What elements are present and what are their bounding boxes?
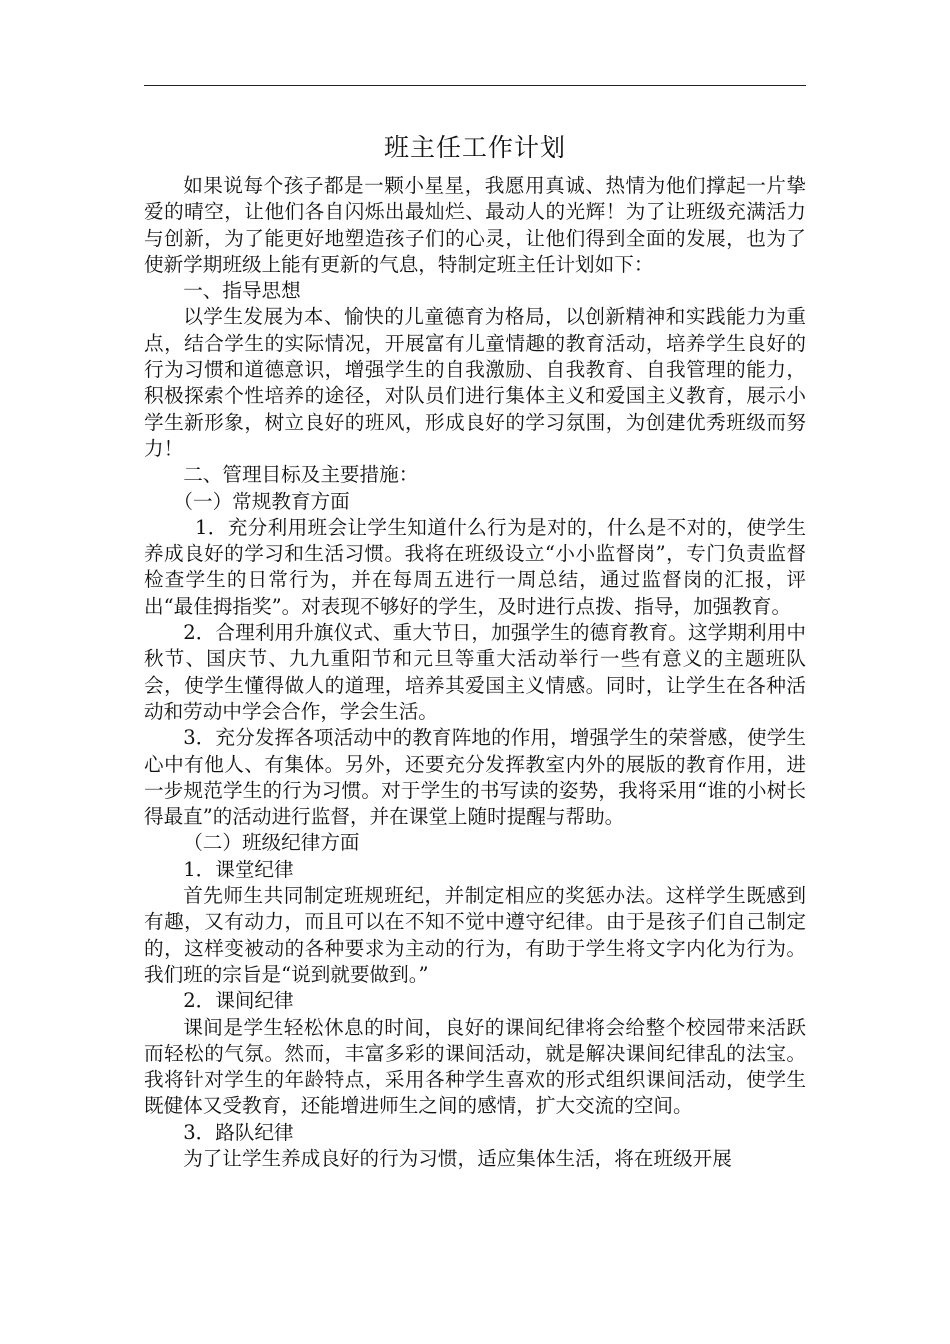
routine-item-3-paragraph: 3．充分发挥各项活动中的教育阵地的作用，增强学生的荣誉感，使学生心中有他人、有集体。另外，还要充分发挥教室内外的展版的教育作用，进一步规范学生的行为习惯。对于学生的书写读的姿势，我将采用“谁的小树长得最直”的活动进行监督，并在课堂上随时提醒与帮助。 — [144, 726, 806, 829]
queue-discipline-paragraph: 为了让学生养成良好的行为习惯，适应集体生活，将在班级开展 — [183, 1146, 732, 1170]
routine-item-2-paragraph: 2．合理利用升旗仪式、重大节日，加强学生的德育教育。这学期利用中秋节、国庆节、九九重阳节和元旦等重大活动举行一些有意义的主题班队会，使学生懂得做人的道理，培养其爱国主义情感。同时，让学生在各种活动和劳动中学会合作，学会生活。 — [144, 621, 806, 723]
item-heading-queue-discipline: 3．路队纪律 — [183, 1120, 294, 1144]
subsection-heading-class-discipline: （二）班级纪律方面 — [183, 831, 360, 855]
intro-paragraph: 如果说每个孩子都是一颗小星星，我愿用真诚、热情为他们撑起一片挚爱的晴空，让他们各自闪烁出最灿烂、最动人的光辉！为了让班级充满活力与创新，为了能更好地塑造孩子们的心灵，让他们得到全面的发展，也为了使新学期班级上能有更新的气息，特制定班主任计划如下： — [144, 174, 806, 276]
section-heading-guiding-thought: 一、指导思想 — [183, 279, 301, 303]
break-discipline-paragraph: 课间是学生轻松休息的时间，良好的课间纪律将会给整个校园带来活跃而轻松的气氛。然而，丰富多彩的课间活动，就是解决课间纪律乱的法宝。我将针对学生的年龄特点，采用各种学生喜欢的形式组织课间活动，使学生既健体又受教育，还能增进师生之间的感情，扩大交流的空间。 — [144, 1015, 806, 1118]
document-body — [144, 173, 806, 1172]
classroom-discipline-paragraph: 首先师生共同制定班规班纪，并制定相应的奖惩办法。这样学生既感到有趣，又有动力，而且可以在不知不觉中遵守纪律。由于是孩子们自己制定的，这样变被动的各种要求为主动的行为，有助于学生将文字内化为行为。我们班的宗旨是“说到就要做到。” — [144, 884, 806, 986]
subsection-heading-routine-education: （一）常规教育方面 — [173, 489, 350, 513]
guiding-thought-paragraph: 以学生发展为本、愉快的儿童德育为格局，以创新精神和实践能力为重点，结合学生的实际情况，开展富有儿童情趣的教育活动，培养学生良好的行为习惯和道德意识，增强学生的自我激励、自我教育、自我管理的能力，积极探索个性培养的途径，对队员们进行集体主义和爱国主义教育，展示小学生新形象，树立良好的班风，形成良好的学习氛围，为创建优秀班级而努力！ — [144, 305, 806, 460]
section-heading-management-goals: 二、管理目标及主要措施： — [183, 463, 419, 487]
routine-item-1-paragraph: 1．充分利用班会让学生知道什么行为是对的，什么是不对的，使学生养成良好的学习和生活习惯。我将在班级设立“小小监督岗”，专门负责监督检查学生的日常行为，并在每周五进行一周总结，通过监督岗的汇报，评出“最佳拇指奖”。对表现不够好的学生，及时进行点拨、指导，加强教育。 — [144, 515, 806, 618]
header-rule — [144, 85, 806, 86]
item-heading-classroom-discipline: 1．课堂纪律 — [183, 857, 294, 881]
document-title: 班主任工作计划 — [383, 133, 566, 162]
item-heading-break-discipline: 2．课间纪律 — [183, 989, 294, 1013]
